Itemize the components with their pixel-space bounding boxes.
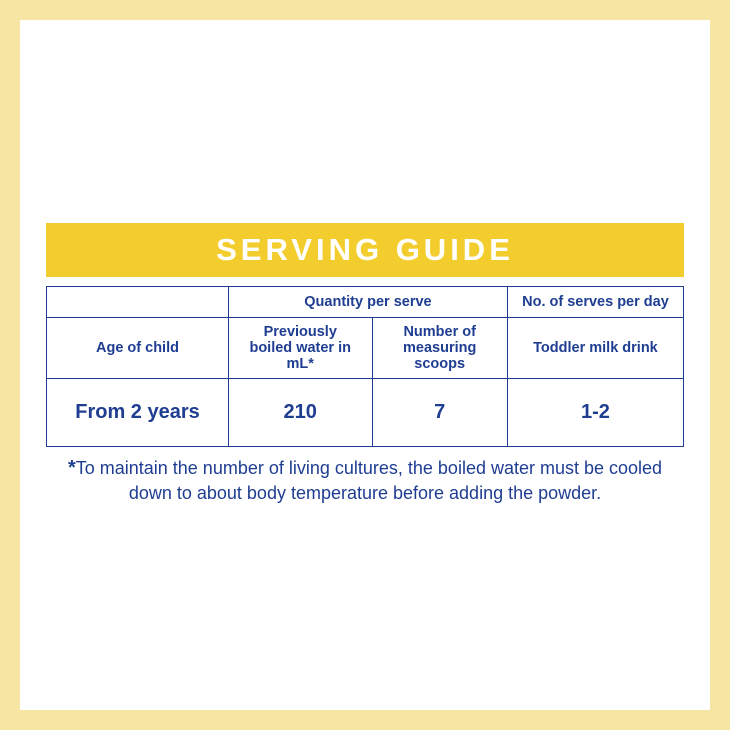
scoops-cell: 7: [372, 379, 507, 447]
boiled-water-header: [228, 318, 372, 379]
table-column-header-row: [47, 318, 684, 379]
footnote-marker: *: [67, 457, 76, 479]
footnote-text: To maintain the number of living cultures, the boiled water must be cooled down to about body temperature before adding the powder.: [75, 458, 663, 503]
empty-header-cell: [47, 287, 229, 318]
serves-per-day-header: No. of serves per day: [507, 287, 683, 318]
page-frame: [20, 20, 710, 710]
serving-guide-table: [46, 286, 684, 447]
table-row: [47, 379, 684, 447]
quantity-per-serve-header: Quantity per serve: [228, 287, 507, 318]
drink-cell: 1-2: [507, 379, 683, 447]
measuring-scoops-header: [372, 318, 507, 379]
water-cell: 210: [228, 379, 372, 447]
toddler-milk-drink-header: Toddler milk drink: [507, 318, 683, 379]
footnote: [50, 456, 680, 506]
table-group-header-row: [47, 287, 684, 318]
measuring-scoops-header-label: Number of measuring scoops: [403, 324, 477, 372]
age-of-child-header: Age of child: [47, 318, 229, 379]
age-cell: From 2 years: [47, 379, 229, 447]
serving-guide-title: SERVING GUIDE: [46, 223, 684, 277]
boiled-water-header-label: Previously boiled water in mL*: [249, 324, 351, 372]
